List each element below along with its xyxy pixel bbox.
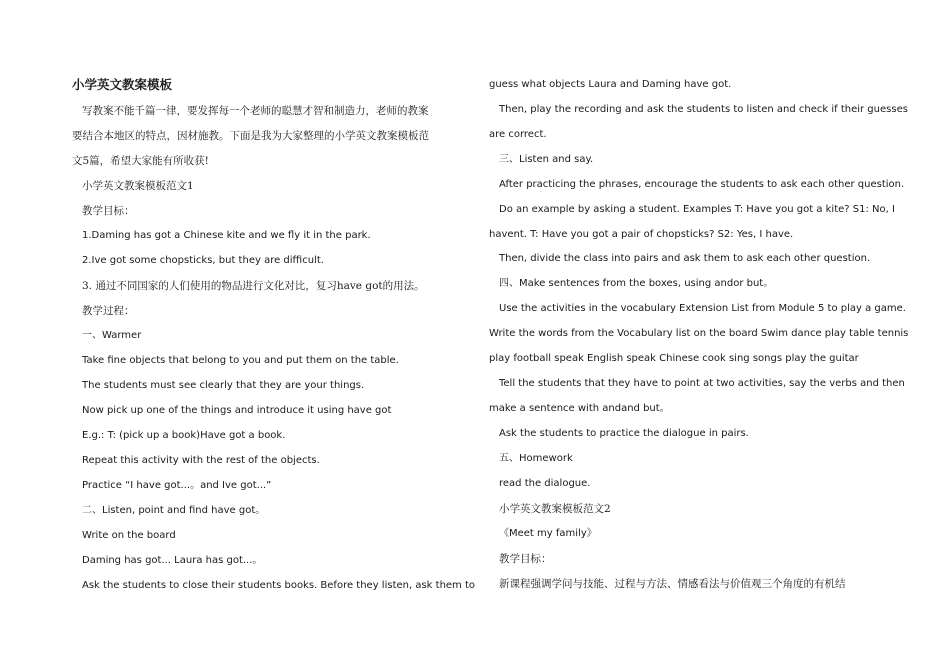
paragraph-line: Now pick up one of the things and introduce it using have got <box>82 405 392 416</box>
paragraph-line: Do an example by asking a student. Examples T: Have you got a kite? S1: No, I <box>499 204 895 215</box>
lesson-title: 《Meet my family》 <box>499 528 597 539</box>
paragraph-line: Use the activities in the vocabulary Extension List from Module 5 to play a game. <box>499 303 906 314</box>
subheading: 教学目标： <box>82 205 135 217</box>
subheading: 教学过程： <box>82 305 135 317</box>
step-heading: 三、Listen and say. <box>499 154 594 165</box>
paragraph-line: 3. 通过不同国家的人们使用的物品进行文化对比，复习have got的用法。 <box>82 280 425 292</box>
subheading: 教学目标： <box>499 553 552 565</box>
paragraph-line: E.g.: T: (pick up a book)Have got a book. <box>82 430 286 441</box>
paragraph-line: Ask the students to close their students books. Before they listen, ask them to <box>82 580 476 591</box>
paragraph-line: 2.Ive got some chopsticks, but they are difficult. <box>82 255 324 266</box>
paragraph-line: make a sentence with andand but。 <box>489 403 670 414</box>
paragraph-line: Write on the board <box>82 530 176 541</box>
document-title: 小学英文教案模板 <box>72 77 173 92</box>
paragraph-line: Then, play the recording and ask the students to listen and check if their guesses <box>499 104 908 115</box>
paragraph-line: read the dialogue. <box>499 478 591 489</box>
paragraph-line: Ask the students to practice the dialogue in pairs. <box>499 428 749 439</box>
paragraph-line: play football speak English speak Chinese cook sing songs play the guitar <box>489 353 859 364</box>
paragraph-line: The students must see clearly that they are your things. <box>82 380 365 391</box>
step-heading: 二、Listen, point and find have got。 <box>82 505 266 516</box>
step-heading: 五、Homework <box>499 453 573 464</box>
paragraph-line: Repeat this activity with the rest of the objects. <box>82 455 320 466</box>
paragraph-line: havent. T: Have you got a pair of chopsticks? S2: Yes, I have. <box>489 229 794 240</box>
paragraph-line: Practice “I have got...。and Ive got...” <box>82 480 272 491</box>
step-heading: 四、Make sentences from the boxes, using andor but。 <box>499 278 774 289</box>
paragraph-line: 1.Daming has got a Chinese kite and we fly it in the park. <box>82 230 371 241</box>
paragraph-line: Tell the students that they have to point at two activities, say the verbs and then <box>499 378 905 389</box>
paragraph-line: Daming has got... Laura has got...。 <box>82 555 263 566</box>
paragraph-line: After practicing the phrases, encourage the students to ask each other question. <box>499 179 905 190</box>
paragraph-line: guess what objects Laura and Daming have got. <box>489 79 732 90</box>
intro-line: 要结合本地区的特点，因材施教。下面是我为大家整理的小学英文教案模板范 <box>72 130 429 142</box>
intro-line: 文5篇，希望大家能有所收获! <box>72 155 209 167</box>
paragraph-line: are correct. <box>489 129 547 140</box>
section-heading: 小学英文教案模板范文1 <box>82 180 194 192</box>
step-heading: 一、Warmer <box>82 330 142 341</box>
paragraph-line: 新课程强调学问与技能、过程与方法、情感看法与价值观三个角度的有机结 <box>499 578 846 590</box>
paragraph-line: Then, divide the class into pairs and ask them to ask each other question. <box>499 253 871 264</box>
paragraph-line: Take fine objects that belong to you and put them on the table. <box>82 355 399 366</box>
paragraph-line: Write the words from the Vocabulary list on the board Swim dance play table tennis <box>489 328 909 339</box>
intro-line: 写教案不能千篇一律，要发挥每一个老师的聪慧才智和制造力，老师的教案 <box>82 105 429 117</box>
section-heading: 小学英文教案模板范文2 <box>499 503 611 515</box>
